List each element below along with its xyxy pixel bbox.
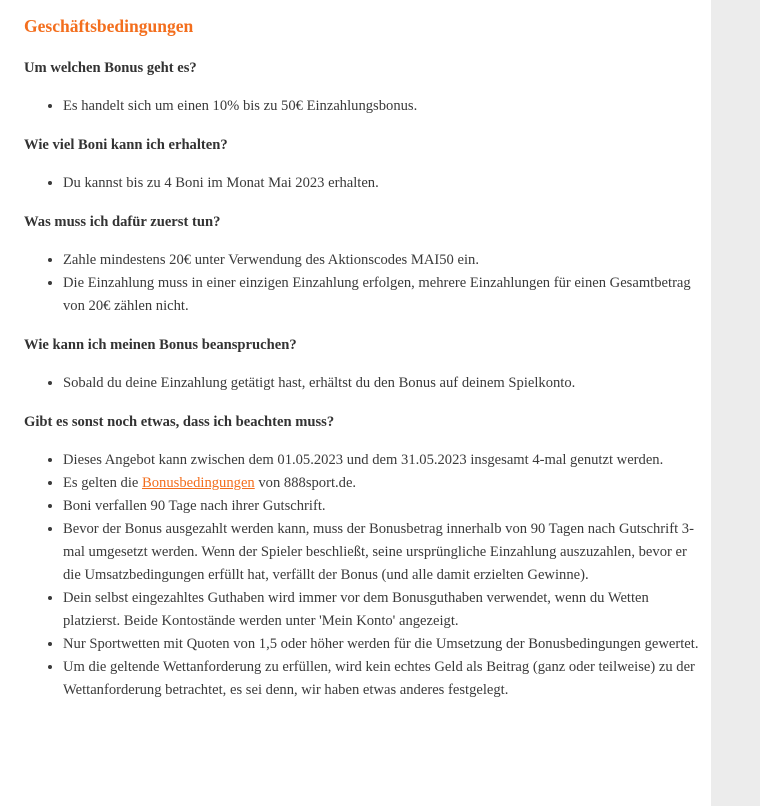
page-title: Geschäftsbedingungen xyxy=(24,16,194,36)
terms-content xyxy=(24,0,704,702)
section-heading-claim: Wie kann ich meinen Bonus beanspruchen? xyxy=(24,337,297,353)
list-item: • Es handelt sich um einen 10% bis zu 50€ Einzahlungsbonus. xyxy=(63,95,704,118)
link-suffix: von 888sport.de. xyxy=(254,475,357,491)
section-heading-how-many: Wie viel Boni kann ich erhalten? xyxy=(24,137,228,153)
section-list-claim xyxy=(24,372,704,395)
list-item: • Nur Sportwetten mit Quoten von 1,5 oder höher werden für die Umsetzung der Bonusbedingungen gewertet. xyxy=(63,633,704,656)
section-list-bonus xyxy=(24,95,704,118)
bonus-terms-link[interactable]: Bonusbedingungen xyxy=(142,475,255,491)
list-item: • Die Einzahlung muss in einer einzigen Einzahlung erfolgen, mehrere Einzahlungen für einen Gesamtbetrag von 20€ zählen nicht. xyxy=(63,272,704,318)
section-heading-bonus: Um welchen Bonus geht es? xyxy=(24,60,197,76)
list-item: • Dieses Angebot kann zwischen dem 01.05.2023 und dem 31.05.2023 insgesamt 4-mal genutzt werden. xyxy=(63,449,704,472)
list-item: • Boni verfallen 90 Tage nach ihrer Gutschrift. xyxy=(63,495,704,518)
list-item: • Bevor der Bonus ausgezahlt werden kann, muss der Bonusbetrag innerhalb von 90 Tagen nach Gutschrift 3-mal umgesetzt werden. Wenn der Spieler beschließt, seine ursprüngliche Einzahlung auszuzahlen, bevor er die Umsatzbedingungen erfüllt hat, verfällt der Bonus (und alle damit erzielten Gewinne). xyxy=(63,518,704,587)
section-list-first-steps xyxy=(24,249,704,318)
link-prefix: Es gelten die xyxy=(63,475,143,491)
list-item: • Um die geltende Wettanforderung zu erfüllen, wird kein echtes Geld als Beitrag (ganz oder teilweise) zu der Wettanforderung betrachtet, es sei denn, wir haben etwas anderes festgelegt. xyxy=(63,656,704,702)
section-list-how-many xyxy=(24,172,704,195)
list-item-terms-link xyxy=(63,472,704,495)
list-item: • Dein selbst eingezahltes Guthaben wird immer vor dem Bonusguthaben verwendet, wenn du Wetten platzierst. Beide Kontostände werden unter 'Mein Konto' angezeigt. xyxy=(63,587,704,633)
section-heading-first-steps: Was muss ich dafür zuerst tun? xyxy=(24,214,221,230)
list-item: • Zahle mindestens 20€ unter Verwendung des Aktionscodes MAI50 ein. xyxy=(63,249,704,272)
list-item: • Sobald du deine Einzahlung getätigt hast, erhältst du den Bonus auf deinem Spielkonto. xyxy=(63,372,704,395)
section-list-notes xyxy=(24,449,704,702)
list-item: • Du kannst bis zu 4 Boni im Monat Mai 2023 erhalten. xyxy=(63,172,704,195)
section-heading-notes: Gibt es sonst noch etwas, dass ich beachten muss? xyxy=(24,414,335,430)
